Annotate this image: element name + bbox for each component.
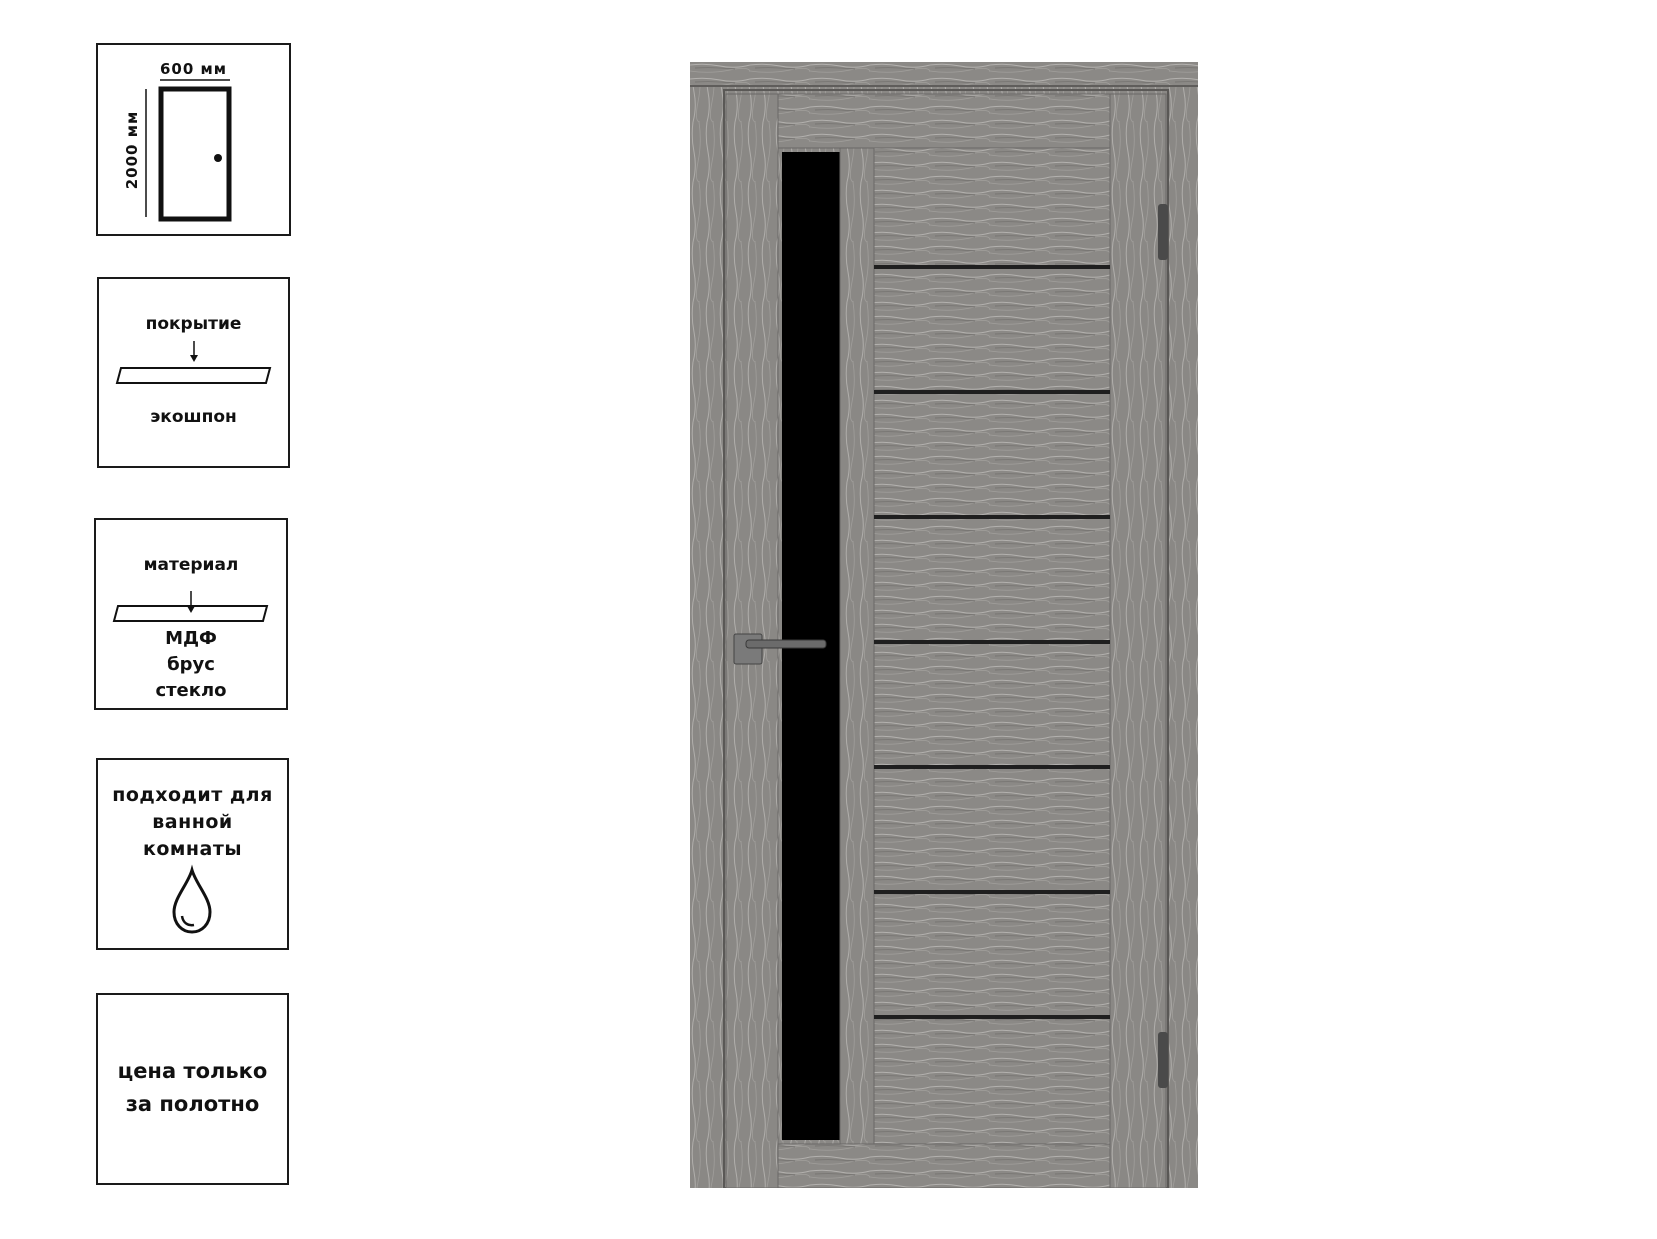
door-outline-icon [98, 45, 289, 234]
bathroom-line: комнаты [142, 838, 243, 860]
material-card [94, 518, 288, 710]
material-title: материал [143, 555, 239, 575]
coating-value: экошпон [150, 407, 237, 427]
door-illustration [690, 62, 1198, 1188]
price-line: за полотно [125, 1092, 260, 1116]
material-item: брус [167, 654, 215, 675]
water-drop-icon [98, 760, 287, 948]
glass-line [874, 1015, 1110, 1019]
material-item: МДФ [165, 628, 217, 649]
hinge [1158, 204, 1168, 260]
material-item: стекло [155, 680, 227, 701]
bathroom-card [96, 758, 289, 950]
glass-line [874, 890, 1110, 894]
glass-line [874, 765, 1110, 769]
coating-title: покрытие [145, 314, 242, 334]
price-line: цена только [117, 1059, 268, 1083]
glass-line [874, 390, 1110, 394]
glass-line [874, 640, 1110, 644]
door-image [690, 62, 1198, 1188]
coating-card [97, 277, 290, 468]
glass-line [874, 515, 1110, 519]
arrow-down-icon [99, 279, 288, 466]
height-label: 2000 мм [123, 110, 141, 190]
bathroom-line: подходит для [112, 784, 273, 806]
hinge [1158, 1032, 1168, 1088]
bathroom-line: ванной [152, 811, 233, 833]
glass-line [874, 265, 1110, 269]
size-card [96, 43, 291, 236]
price-card [96, 993, 289, 1185]
width-label: 600 мм [159, 60, 228, 78]
